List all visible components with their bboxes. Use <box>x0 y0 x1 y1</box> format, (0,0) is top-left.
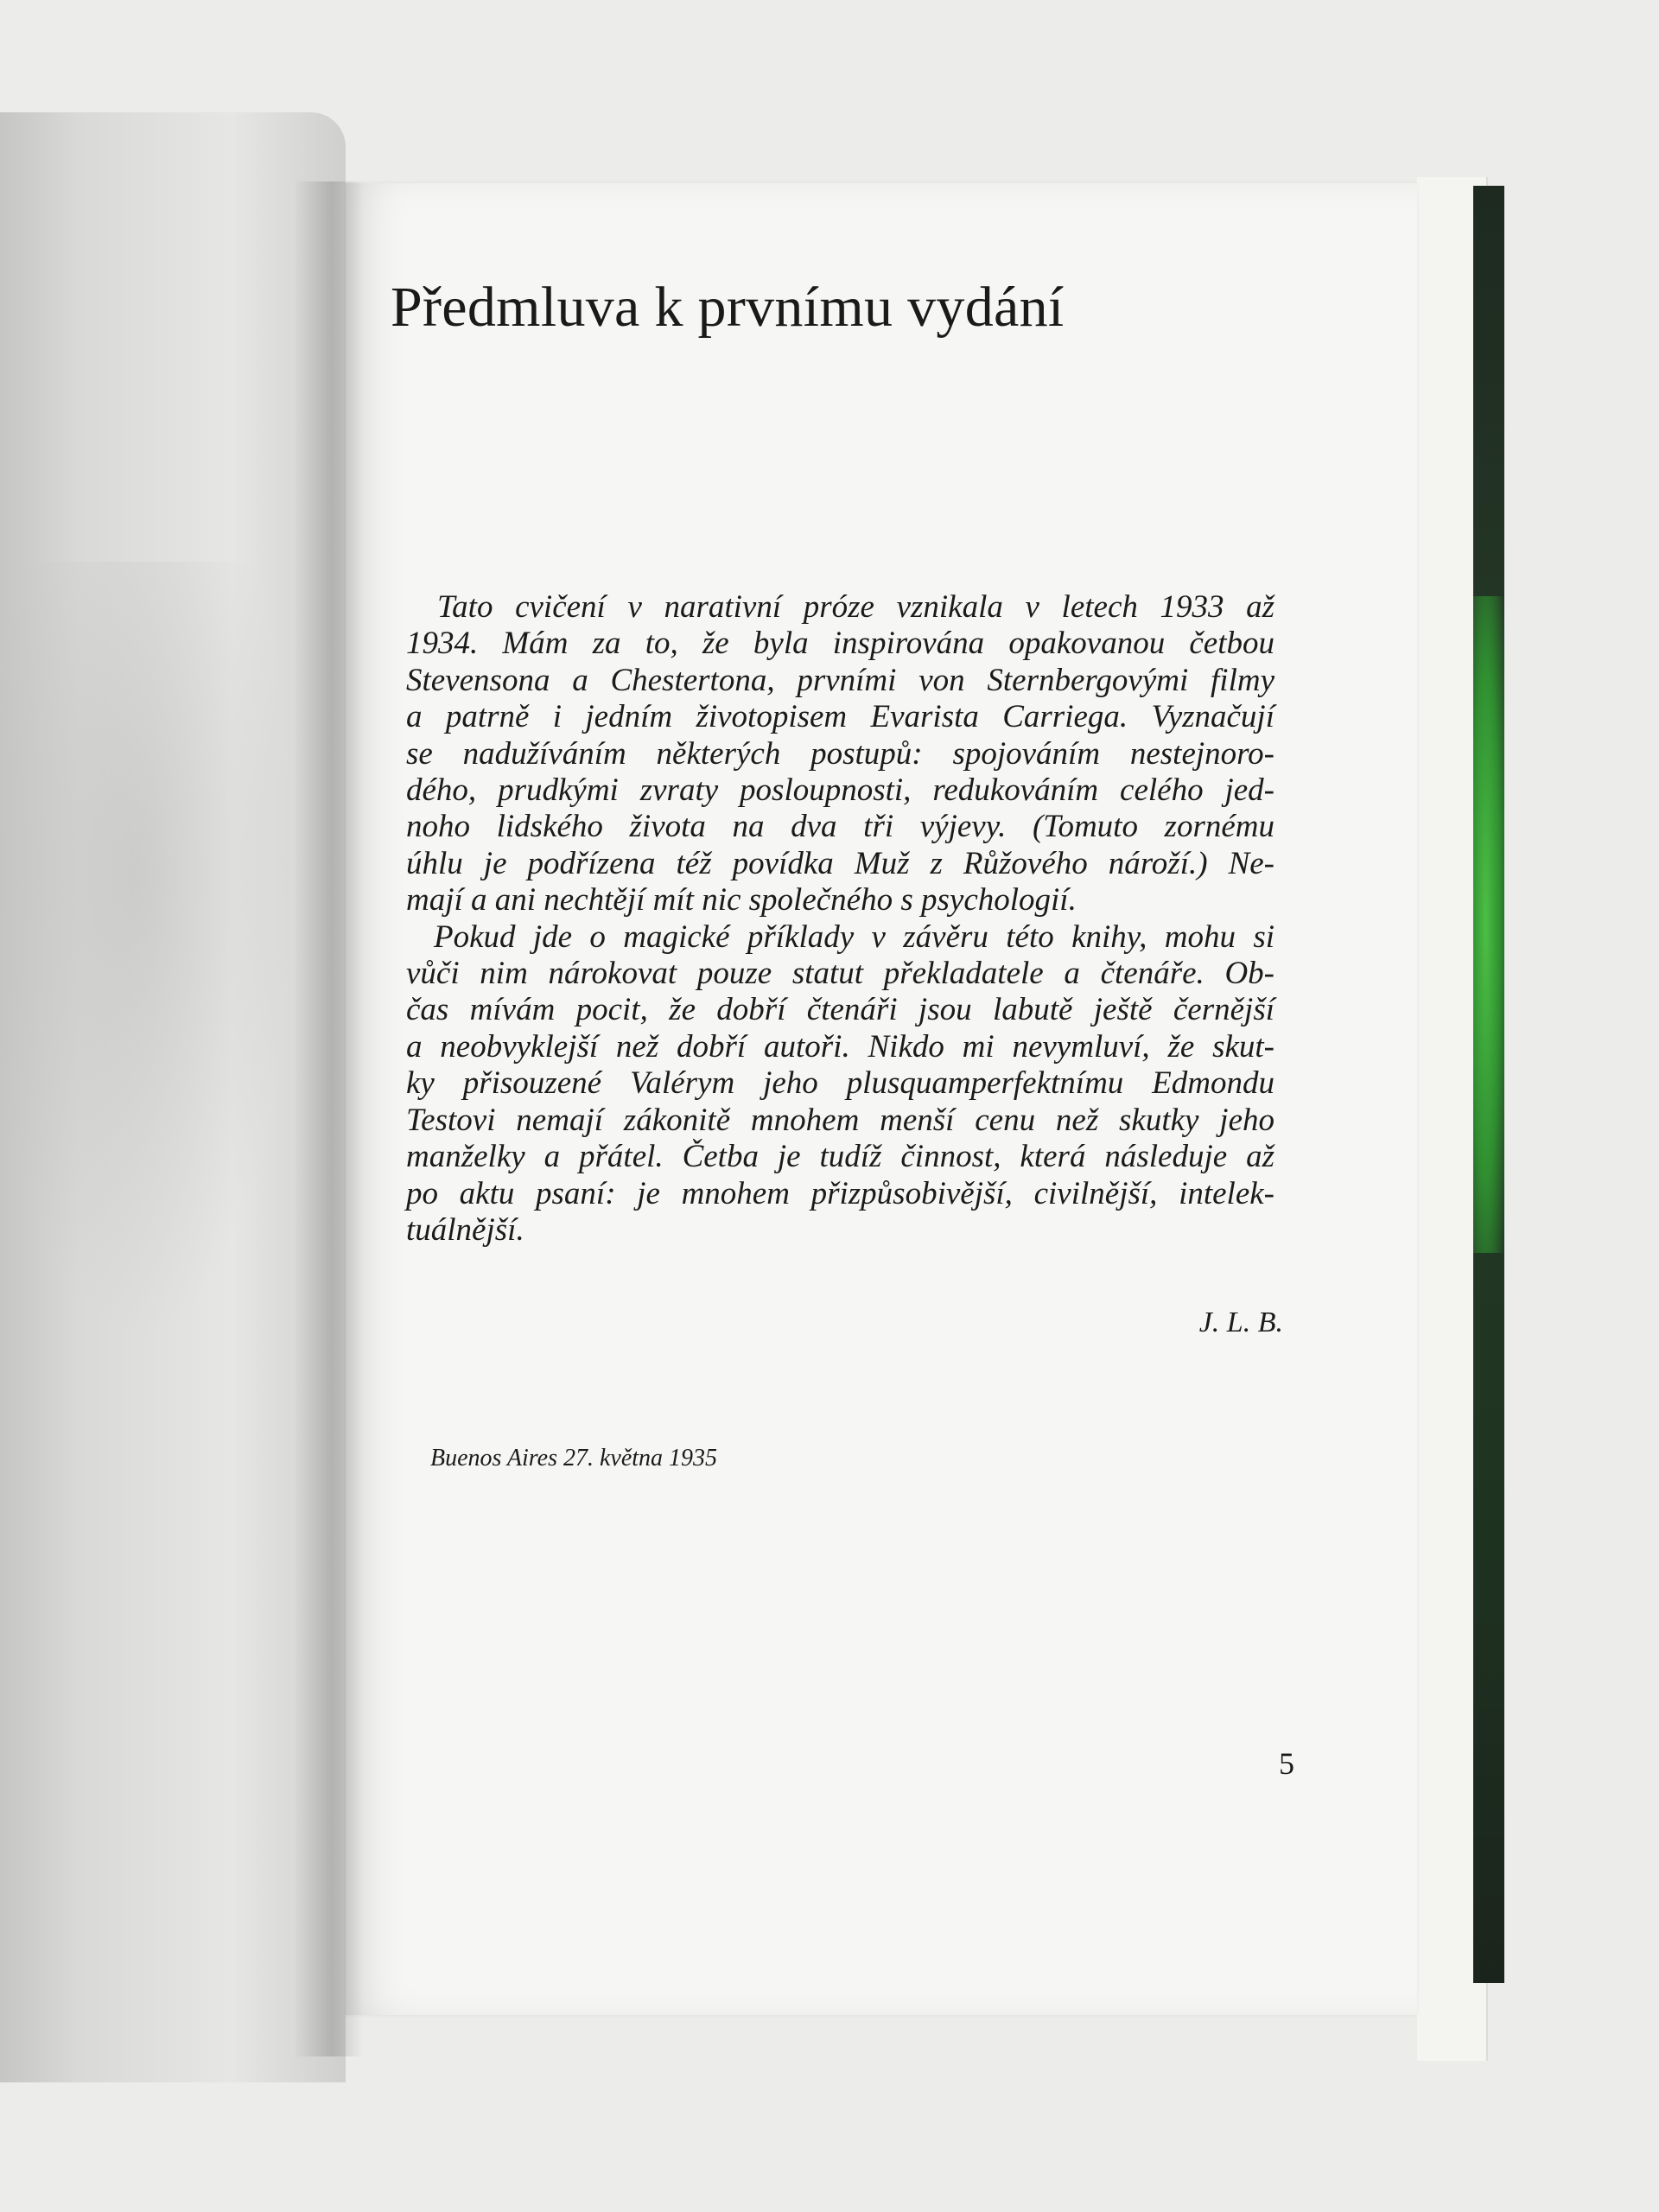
text-line: Testovi nemají zákonitě mnohem menší cenu než skutky jeho <box>406 1102 1274 1138</box>
text-line: vůči nim nárokovat pouze statut překladatele a čtenáře. Ob- <box>406 956 1274 992</box>
chapter-title: Předmluva k prvnímu vydání <box>391 276 1065 339</box>
preface-body <box>406 589 1274 1249</box>
left-page-shadow <box>0 562 294 1339</box>
text-line: čas mívám pocit, že dobří čtenáři jsou labutě ještě černější <box>406 992 1274 1028</box>
text-line: a patrně i jedním životopisem Evarista Carriega. Vyznačují <box>406 699 1274 735</box>
text-line: tuálnější. <box>406 1211 524 1248</box>
page-number: 5 <box>1279 1746 1294 1781</box>
author-initials: J. L. B. <box>1198 1306 1283 1338</box>
text-line: mají a ani nechtějí mít nic společného s psychologií. <box>406 882 1077 918</box>
book-gutter-shadow <box>294 181 363 2056</box>
text-line: noho lidského života na dva tři výjevy. (Tomuto zornému <box>406 809 1274 845</box>
text-line: dého, prudkými zvraty posloupnosti, redukováním celého jed- <box>406 772 1274 809</box>
text-line: a neobvyklejší než dobří autoři. Nikdo mi nevymluví, že skut- <box>406 1028 1274 1065</box>
text-line: Stevensona a Chestertona, prvními von Sternbergovými filmy <box>406 662 1274 698</box>
text-line: Tato cvičení v narativní próze vznikala v letech 1933 až <box>437 589 1274 625</box>
back-cover-green-spot <box>1473 596 1504 1253</box>
text-line: po aktu psaní: je mnohem přizpůsobivější, civilnější, intelek- <box>406 1175 1274 1211</box>
text-line: úhlu je podřízena též povídka Muž z Růžového nároží.) Ne- <box>406 845 1274 881</box>
text-line: ky přisouzené Valérym jeho plusquamperfektnímu Edmondu <box>406 1065 1274 1102</box>
text-line: se nadužíváním některých postupů: spojováním nestejnoro- <box>406 735 1274 772</box>
text-line: Pokud jde o magické příklady v závěru této knihy, mohu si <box>434 918 1274 955</box>
place-and-date: Buenos Aires 27. května 1935 <box>430 1445 718 1471</box>
text-line: manželky a přátel. Četba je tudíž činnost, která následuje až <box>406 1139 1274 1175</box>
text-line: 1934. Mám za to, že byla inspirována opakovanou četbou <box>406 626 1274 662</box>
